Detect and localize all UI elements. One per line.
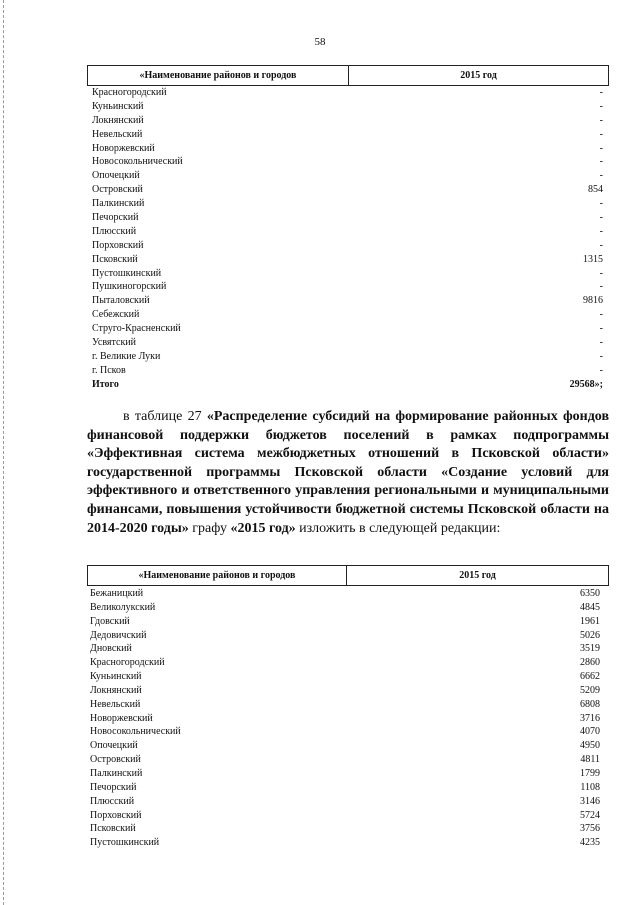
table-row	[90, 670, 600, 684]
district-name: Островский	[90, 754, 141, 766]
district-value: -	[599, 156, 603, 168]
district-name: Дедовичский	[90, 629, 147, 641]
scan-edge-line	[3, 0, 4, 905]
district-value: 3716	[580, 712, 600, 724]
district-value: 1799	[580, 767, 600, 779]
district-name: Себежский	[92, 309, 140, 321]
district-name: Порховский	[90, 809, 142, 821]
table-row	[90, 753, 600, 767]
district-value: -	[599, 170, 603, 182]
district-value: 6808	[580, 698, 600, 710]
paragraph-table-title: «Распределение субсидий на формирование районных фондов финансовой поддержки бюджетов поселений в рамках подпрограммы «Эффективная система межбюджетных отношений в Псковской области» государственной программы Псковской области «Создание условий для эффективного и ответственного управления региональными и муниципальными финансами, повышения устойчивости бюджетной системы Псковской области на 2014-2020 годы»	[87, 409, 610, 536]
district-name: Плюсский	[90, 795, 135, 807]
district-name: Пустошкинский	[92, 267, 162, 279]
district-value: -	[599, 225, 603, 237]
district-name: Псковский	[92, 253, 138, 265]
total-label: Итого	[92, 378, 119, 390]
amendment-paragraph	[87, 408, 609, 538]
district-name: Островский	[92, 184, 143, 196]
district-value: -	[599, 87, 603, 98]
district-value: -	[599, 323, 603, 335]
table-row	[92, 169, 603, 183]
district-name: Дновский	[90, 643, 132, 655]
district-name: Красногородский	[90, 657, 165, 669]
table-row	[90, 822, 600, 836]
table-row	[92, 336, 603, 350]
table-row	[90, 712, 600, 726]
district-name: Порховский	[92, 239, 144, 251]
table2-header	[87, 565, 609, 586]
paragraph-suffix: изложить в следующей редакции:	[295, 520, 501, 536]
district-value: 1961	[580, 615, 600, 627]
district-value: -	[599, 142, 603, 154]
table-row	[92, 364, 603, 378]
table-row	[90, 698, 600, 712]
paragraph-column-name: «2015 год»	[230, 520, 296, 536]
district-name: Палкинский	[92, 198, 145, 210]
table-row	[90, 656, 600, 670]
district-value: -	[599, 114, 603, 126]
district-value: 6662	[580, 671, 600, 683]
table-row	[92, 308, 603, 322]
table-row	[90, 642, 600, 656]
district-name: Невельский	[92, 128, 143, 140]
table-row	[90, 795, 600, 809]
district-name: Бежаницкий	[90, 588, 144, 599]
district-name: Опочецкий	[92, 170, 140, 182]
district-name: Великолукский	[90, 601, 156, 613]
district-name: Опочецкий	[90, 740, 138, 752]
table-row	[92, 142, 603, 156]
table-row	[92, 114, 603, 128]
table-row	[90, 739, 600, 753]
district-value: 1108	[580, 781, 600, 793]
table-row	[90, 781, 600, 795]
table-row	[92, 280, 603, 294]
district-name: Новоржевский	[92, 142, 155, 154]
district-name: Куньинский	[90, 671, 142, 683]
district-name: Новоржевский	[90, 712, 153, 724]
table-row	[92, 322, 603, 336]
table-row	[92, 225, 603, 239]
district-name: Гдовский	[90, 615, 130, 627]
district-value: -	[599, 350, 603, 362]
table-row	[92, 197, 603, 211]
table-row	[92, 267, 603, 281]
district-value: 5724	[580, 809, 600, 821]
district-value: 9816	[583, 295, 603, 307]
district-value: -	[599, 337, 603, 349]
table-row	[90, 725, 600, 739]
total-value: 29568»;	[569, 378, 603, 390]
table2-header-year: 2015 год	[459, 570, 496, 581]
paragraph-prefix: в таблице 27	[123, 409, 207, 424]
table1-header-name: «Наименование районов и городов	[88, 66, 349, 85]
page-number: 58	[314, 36, 326, 48]
table-row	[90, 601, 600, 615]
district-value: 3756	[580, 823, 600, 835]
district-value: 4811	[580, 754, 600, 766]
district-value: -	[599, 198, 603, 210]
district-name: г. Псков	[92, 364, 126, 376]
table-row	[92, 86, 603, 100]
district-value: 4845	[580, 601, 600, 613]
district-name: Плюсский	[92, 225, 137, 237]
table-row	[90, 629, 600, 643]
district-value: 4070	[580, 726, 600, 738]
table-row	[92, 128, 603, 142]
table2-header-name: «Наименование районов и городов	[88, 566, 347, 585]
district-name: Новосокольнический	[92, 156, 183, 168]
district-value: 5209	[580, 684, 600, 696]
table-row	[92, 239, 603, 253]
table-row	[90, 615, 600, 629]
district-value: -	[599, 364, 603, 376]
table-row	[92, 294, 603, 308]
table-row	[92, 100, 603, 114]
district-value: 1315	[583, 253, 603, 265]
district-value: 2860	[580, 657, 600, 669]
district-name: Печорский	[92, 212, 139, 224]
district-value: -	[599, 100, 603, 112]
district-name: Куньинский	[92, 100, 144, 112]
district-name: Псковский	[90, 823, 136, 835]
district-name: Локнянский	[90, 684, 142, 696]
district-value: 5026	[580, 629, 600, 641]
district-value: 4235	[580, 837, 600, 849]
total-row	[92, 378, 603, 392]
paragraph-middle: графу	[188, 520, 231, 536]
district-name: Невельский	[90, 698, 141, 710]
table1-header-year: 2015 год	[460, 70, 497, 81]
district-name: Пушкиногорский	[92, 281, 167, 293]
district-name: Пустошкинский	[90, 837, 160, 849]
district-name: Палкинский	[90, 767, 143, 779]
district-name: Новосокольнический	[90, 726, 181, 738]
table-row	[92, 350, 603, 364]
district-name: Струго-Красненский	[92, 323, 181, 335]
district-name: Локнянский	[92, 114, 144, 126]
district-value: -	[599, 212, 603, 224]
district-value: -	[599, 239, 603, 251]
district-name: Усвятский	[92, 337, 136, 349]
table-row	[92, 183, 603, 197]
district-name: Пыталовский	[92, 295, 150, 307]
table2-body	[90, 587, 600, 850]
district-value: 3519	[580, 643, 600, 655]
table1-body	[92, 86, 603, 392]
district-value: 6350	[580, 588, 600, 599]
district-value: 3146	[580, 795, 600, 807]
district-value: -	[599, 309, 603, 321]
table-row	[90, 587, 600, 601]
table-row	[90, 809, 600, 823]
table-row	[90, 767, 600, 781]
district-value: -	[599, 267, 603, 279]
district-value: 4950	[580, 740, 600, 752]
table-row	[92, 253, 603, 267]
table-row	[92, 155, 603, 169]
table-row	[92, 211, 603, 225]
table-row	[90, 684, 600, 698]
table-row	[90, 836, 600, 850]
district-value: -	[599, 281, 603, 293]
district-value: -	[599, 128, 603, 140]
district-name: Красногородский	[92, 87, 167, 98]
table1-header	[87, 65, 609, 86]
district-name: Печорский	[90, 781, 137, 793]
district-name: г. Великие Луки	[92, 350, 161, 362]
district-value: 854	[588, 184, 603, 196]
